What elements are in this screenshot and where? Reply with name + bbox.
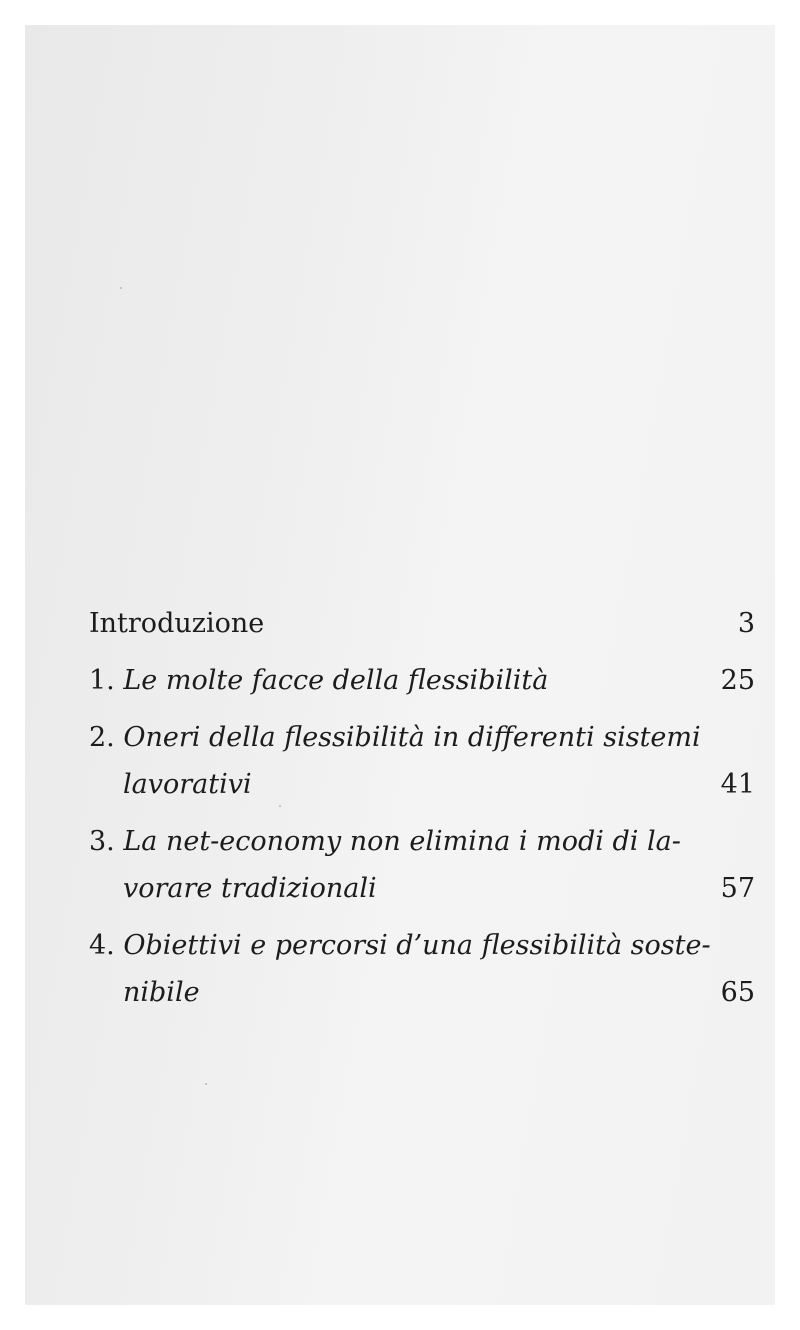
toc-entry-chapter-4 xyxy=(89,922,755,1016)
toc-entry-chapter-2 xyxy=(89,714,755,808)
toc-entry-title-line xyxy=(89,714,755,761)
toc-entry-title-line xyxy=(89,922,755,969)
paper-speck xyxy=(205,1083,207,1085)
book-page xyxy=(25,25,775,1305)
table-of-contents xyxy=(89,600,755,1016)
toc-entry-title-line xyxy=(89,657,755,704)
toc-entry-chapter-3 xyxy=(89,818,755,912)
toc-entry-page-number: 57 xyxy=(720,873,755,904)
toc-entry-title-continuation: nibile xyxy=(123,977,200,1008)
toc-entry-number: 3. xyxy=(89,826,115,857)
toc-entry-title-continuation: lavorativi xyxy=(123,769,252,800)
toc-entry-introduction xyxy=(89,600,755,647)
toc-entry-page-number: 41 xyxy=(720,769,755,800)
toc-entry-chapter-1 xyxy=(89,657,755,704)
toc-entry-number: 4. xyxy=(89,930,115,961)
toc-entry-title: Oneri della flessibilità in differenti sistemi xyxy=(123,722,701,753)
toc-entry-title: Obiettivi e percorsi d’una flessibilità soste- xyxy=(123,930,711,961)
toc-entry-title: La net-economy non elimina i modi di la- xyxy=(123,826,681,857)
toc-entry-title-line xyxy=(89,818,755,865)
toc-entry-title-continuation: vorare tradizionali xyxy=(123,873,377,904)
toc-entry-page-number: 3 xyxy=(737,608,755,639)
toc-entry-number: 1. xyxy=(89,665,115,696)
toc-entry-title: Introduzione xyxy=(89,608,265,639)
toc-entry-page-number: 65 xyxy=(720,977,755,1008)
toc-entry-number: 2. xyxy=(89,722,115,753)
toc-entry-title: Le molte facce della flessibilità xyxy=(123,665,549,696)
paper-speck xyxy=(120,287,122,289)
toc-entry-page-number: 25 xyxy=(720,665,755,696)
toc-entry-title-line xyxy=(89,600,755,647)
